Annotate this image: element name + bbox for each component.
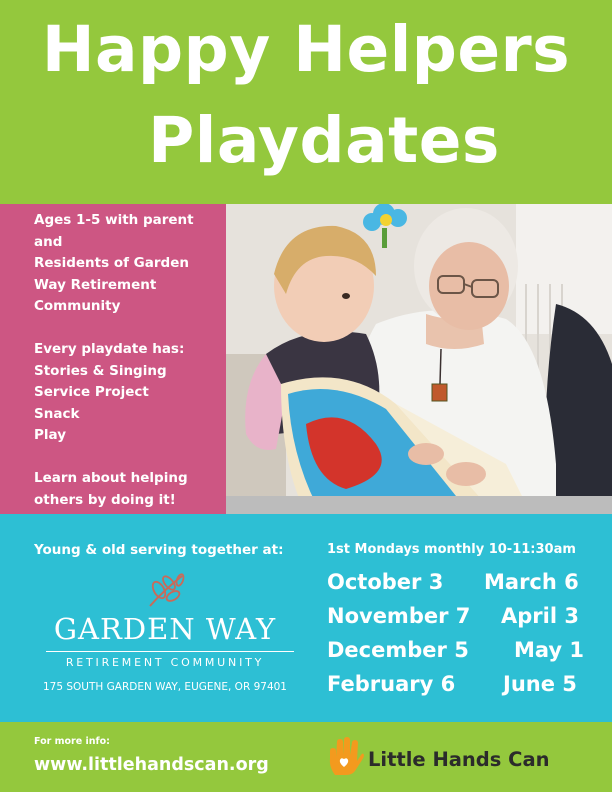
tagline: Learn about helping [34, 470, 188, 486]
tagline: others by doing it! [34, 491, 176, 508]
brand-name: Little Hands Can [368, 748, 550, 771]
activity-item: Stories & Singing [34, 362, 167, 379]
activities-heading: Every playdate has: [34, 341, 185, 357]
date-item: December 5 [327, 638, 469, 662]
info-text [34, 210, 224, 511]
logo-divider [46, 651, 294, 652]
header-band [0, 0, 612, 204]
venue-schedule-band [0, 514, 612, 722]
date-item: June 5 [503, 672, 577, 696]
date-item: October 3 [327, 570, 444, 594]
venue-heading: Young & old serving together at: [34, 542, 284, 558]
date-item: April 3 [501, 604, 579, 628]
info-line: and [34, 233, 63, 250]
hand-heart-icon [326, 737, 364, 777]
more-info-label: For more info: [34, 736, 110, 747]
schedule-note: 1st Mondays monthly 10-11:30am [327, 542, 576, 557]
little-hands-can-logo [326, 737, 596, 777]
logo-name: GARDEN WAY [53, 612, 277, 646]
logo-subtitle: RETIREMENT COMMUNITY [65, 656, 265, 669]
info-line: Residents of Garden [34, 255, 189, 271]
garden-way-logo [36, 570, 294, 710]
website-link[interactable]: www.littlehandscan.org [34, 755, 269, 775]
title-line-2: Playdates [148, 104, 500, 177]
activity-item: Snack [34, 405, 80, 422]
date-item: May 1 [514, 638, 585, 662]
info-panel [0, 204, 226, 514]
date-item: March 6 [484, 570, 579, 594]
venue-address: 175 SOUTH GARDEN WAY, EUGENE, OR 97401 [43, 681, 287, 693]
info-line: Way Retirement [34, 276, 157, 293]
footer-band [0, 722, 612, 792]
leaf-branch-icon [142, 570, 188, 610]
date-item: November 7 [327, 604, 471, 628]
activity-item: Service Project [34, 384, 149, 400]
title-line-1: Happy Helpers [41, 13, 571, 86]
info-line: Ages 1-5 with parent [34, 212, 194, 228]
date-item: February 6 [327, 672, 456, 696]
photo-grandmother-reading-to-toddler [226, 204, 612, 514]
info-line: Community [34, 298, 121, 314]
activity-item: Play [34, 427, 67, 443]
